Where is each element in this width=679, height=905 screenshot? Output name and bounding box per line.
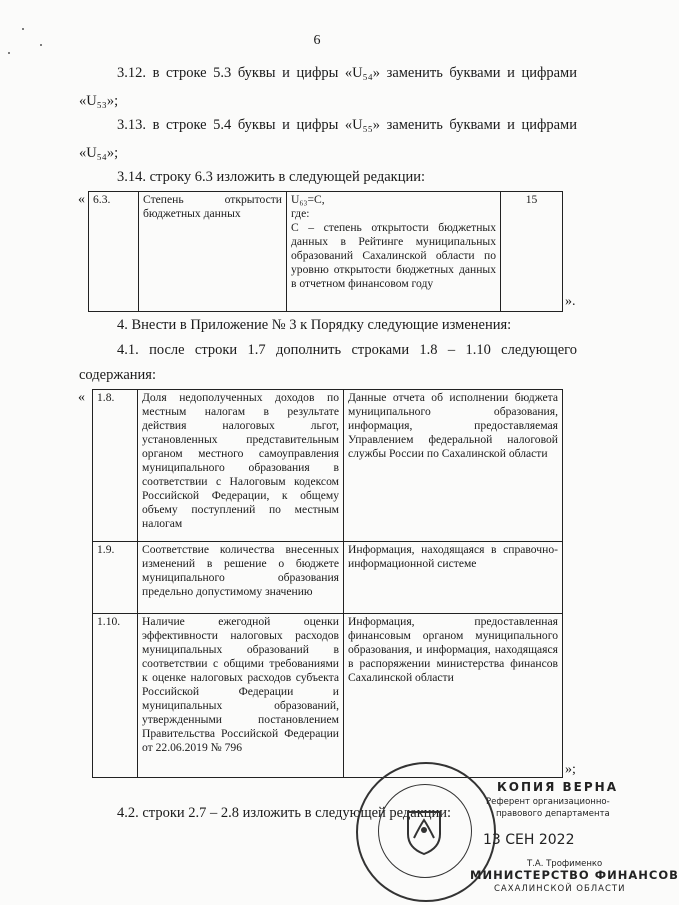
stamp-region: САХАЛИНСКОЙ ОБЛАСТИ [494,884,626,894]
scan-speck [40,44,42,46]
stamp-department: правового департамента [496,809,610,819]
quote-close-2: »; [565,762,576,777]
data-source: Информация, находящаяся в справочно-информационной системе [344,542,563,614]
scan-speck [8,52,10,54]
formula-description: С – степень открытости бюджетных данных в Рейтинге муниципальных образований Сахалинской области по уровню открытости бюджетных данных в отчетном финансовом году [291,221,496,290]
indicator-name: Соответствие количества внесенных изменений в решение о бюджете муниципального образования предельно допустимому значению [138,542,344,614]
quote-open-2: « [78,390,85,405]
row-number: 1.10. [93,614,138,778]
paragraph-3-12-cont: «U₅₃»; [79,93,119,109]
row-number: 1.8. [93,390,138,542]
row-number: 1.9. [93,542,138,614]
quote-close-1: ». [565,294,576,309]
coat-of-arms-icon [400,808,448,856]
scan-speck [22,28,24,30]
data-source: Информация, предоставленная финансовым органом муниципального образования, и информация, находящаяся в распоряжении министерства финансов Сахалинской области [344,614,563,778]
formula-cell [287,192,501,312]
table-row [93,390,563,542]
indicator-name: Степень открытости бюджетных данных [139,192,287,312]
paragraph-3-12: 3.12. в строке 5.3 буквы и цифры «U₅₄» заменить буквами и цифрами [117,65,577,81]
indicator-name: Доля недополученных доходов по местным налогам в результате действия налоговых льгот, установленных представительным органом местного самоуправления муниципального образования в соответствии с Налоговым кодексом Российской Федерации, к общему объему поступлений по местным налогам [138,390,344,542]
stamp-signer-name: Т.А. Трофименко [527,859,603,869]
stamp-ministry: МИНИСТЕРСТВО ФИНАНСОВ [470,868,679,882]
stamp-position: Референт организационно- [486,797,610,807]
stamp-copy-true: КОПИЯ ВЕРНА [497,780,618,794]
paragraph-3-13: 3.13. в строке 5.4 буквы и цифры «U₅₅» заменить буквами и цифрами [117,117,577,133]
paragraph-4-1-cont: содержания: [79,367,157,383]
indicators-table [92,389,563,778]
page-number: 6 [313,33,321,48]
indicator-name: Наличие ежегодной оценки эффективности налоговых расходов муниципальных образований в соответствии с общими требованиями к оценке налоговых расходов субъекта Российской Федерации и муниципальных образований, утвержденными постановлением Правительства Российской Федерации от 22.06.2019 № 796 [138,614,344,778]
score: 15 [501,192,563,312]
paragraph-4-1: 4.1. после строки 1.7 дополнить строками 1.8 – 1.10 следующего [117,342,577,358]
paragraph-4: 4. Внести в Приложение № 3 к Порядку следующие изменения: [117,317,512,333]
row-number: 6.3. [89,192,139,312]
quote-open-1: « [78,192,85,207]
paragraph-3-14: 3.14. строку 6.3 изложить в следующей редакции: [117,169,425,185]
formula-where: где: [291,207,310,220]
stamp-date: 13 СЕН 2022 [483,832,575,848]
data-source: Данные отчета об исполнении бюджета муниципального образования, информация, предоставляемая Управлением федеральной налоговой службы России по Сахалинской области [344,390,563,542]
formula: U₆₃=С, [291,193,325,206]
table-row-6-3 [88,191,563,312]
table-row [93,542,563,614]
paragraph-3-13-cont: «U₅₄»; [79,145,119,161]
paragraph-4-2: 4.2. строки 2.7 – 2.8 изложить в следующей редакции: [117,805,452,821]
table-row [93,614,563,778]
